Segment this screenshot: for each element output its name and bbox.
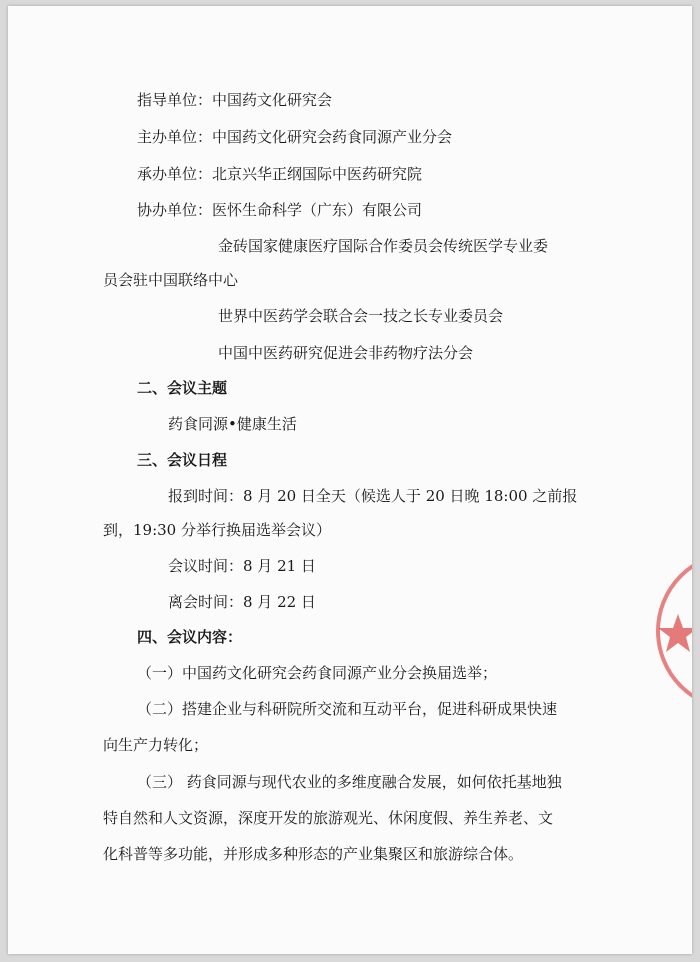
host-unit: 主办单位：中国药文化研究会药食同源产业分会	[137, 128, 453, 146]
organizer-unit: 承办单位：北京兴华正纲国际中医药研究院	[137, 165, 423, 183]
document-page	[8, 6, 692, 954]
departure-time: 离会时间：8 月 22 日	[168, 593, 316, 611]
checkin-time-line1: 报到时间：8 月 20 日全天（候选人于 20 日晚 18:00 之前报	[168, 487, 578, 505]
co-organizer-3: 世界中医药学会联合会一技之长专业委员会	[218, 307, 504, 325]
theme-text: 药食同源•健康生活	[168, 415, 297, 433]
checkin-time-line2: 到，19:30 分举行换届选举会议）	[103, 521, 331, 539]
co-organizer-2-line1: 金砖国家健康医疗国际合作委员会传统医学专业委	[218, 237, 549, 255]
section-schedule-heading: 三、会议日程	[137, 451, 228, 469]
section-content-heading: 四、会议内容：	[137, 628, 243, 646]
content-item-3-line2: 特自然和人文资源，深度开发的旅游观光、休闲度假、养生养老、文	[103, 809, 554, 827]
content-item-1: （一）中国药文化研究会药食同源产业分会换届选举；	[137, 664, 498, 682]
content-item-2-line2: 向生产力转化；	[103, 736, 209, 754]
co-organizer-4: 中国中医药研究促进会非药物疗法分会	[218, 344, 474, 362]
section-theme-heading: 二、会议主题	[137, 379, 228, 397]
co-organizer-2-line2: 员会驻中国联络中心	[103, 271, 239, 289]
content-item-3-line3: 化科普等多功能，并形成多种形态的产业集聚区和旅游综合体。	[103, 845, 524, 863]
co-organizer-unit: 协办单位：医怀生命科学（广东）有限公司	[137, 201, 423, 219]
content-item-2-line1: （二）搭建企业与科研院所交流和互动平台，促进科研成果快速	[137, 700, 558, 718]
guiding-unit: 指导单位：中国药文化研究会	[137, 91, 333, 109]
red-seal-stamp-icon	[656, 546, 692, 716]
seal-star	[658, 614, 692, 652]
meeting-time: 会议时间：8 月 21 日	[168, 557, 316, 575]
content-item-3-line1: （三） 药食同源与现代农业的多维度融合发展，如何依托基地独	[137, 773, 562, 791]
